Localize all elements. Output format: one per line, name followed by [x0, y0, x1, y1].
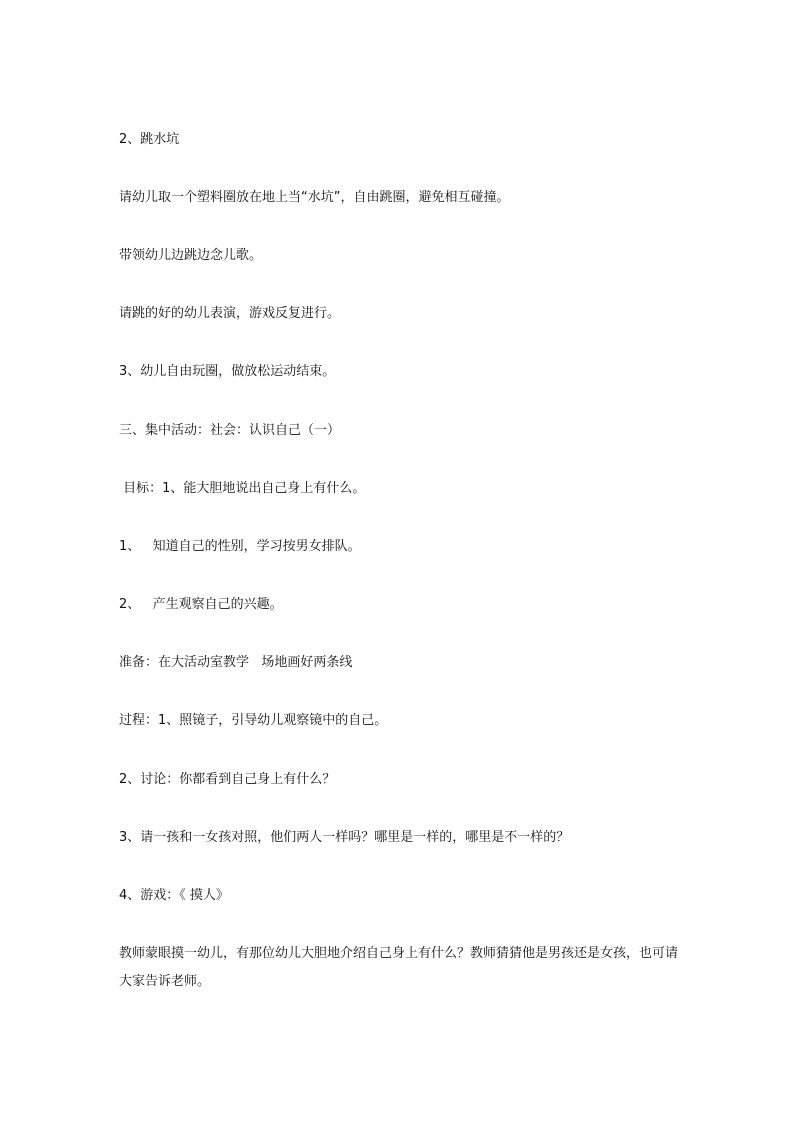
goal-item: 1、 知道自己的性别，学习按男女排队。: [119, 539, 361, 554]
goal-paragraph: 目标：1、能大胆地说出自己身上有什么。: [119, 481, 366, 496]
process-paragraph: 过程：1、照镜子，引导幼儿观察镜中的自己。: [119, 713, 388, 728]
paragraph: 请幼儿取一个塑料圈放在地上当“水坑”，自由跳圈，避免相互碰撞。: [119, 190, 510, 205]
section-heading-jump-puddle: 2、跳水坑: [119, 132, 180, 147]
paragraph: 带领幼儿边跳边念儿歌。: [119, 248, 263, 263]
paragraph: 教师蒙眼摸一幼儿，有那位幼儿大胆地介绍自己身上有什么？教师猜猜他是男孩还是女孩，也可请大家告诉老师。: [119, 946, 679, 989]
process-step: 4、游戏：《 摸人》: [119, 888, 229, 903]
process-step: 2、讨论：你都看到自己身上有什么？: [119, 772, 336, 787]
preparation-paragraph: 准备：在大活动室教学 场地画好两条线: [119, 655, 353, 670]
goal-item: 2、 产生观察自己的兴趣。: [119, 597, 283, 612]
process-step: 3、请一孩和一女孩对照，他们两人一样吗？哪里是一样的，哪里是不一样的？: [119, 830, 570, 845]
section-heading-concentrated-activity: 三、集中活动：社会：认识自己（一）: [119, 423, 341, 438]
paragraph: 请跳的好的幼儿表演，游戏反复进行。: [119, 306, 341, 321]
paragraph: 3、幼儿自由玩圈，做放松运动结束。: [119, 364, 336, 379]
